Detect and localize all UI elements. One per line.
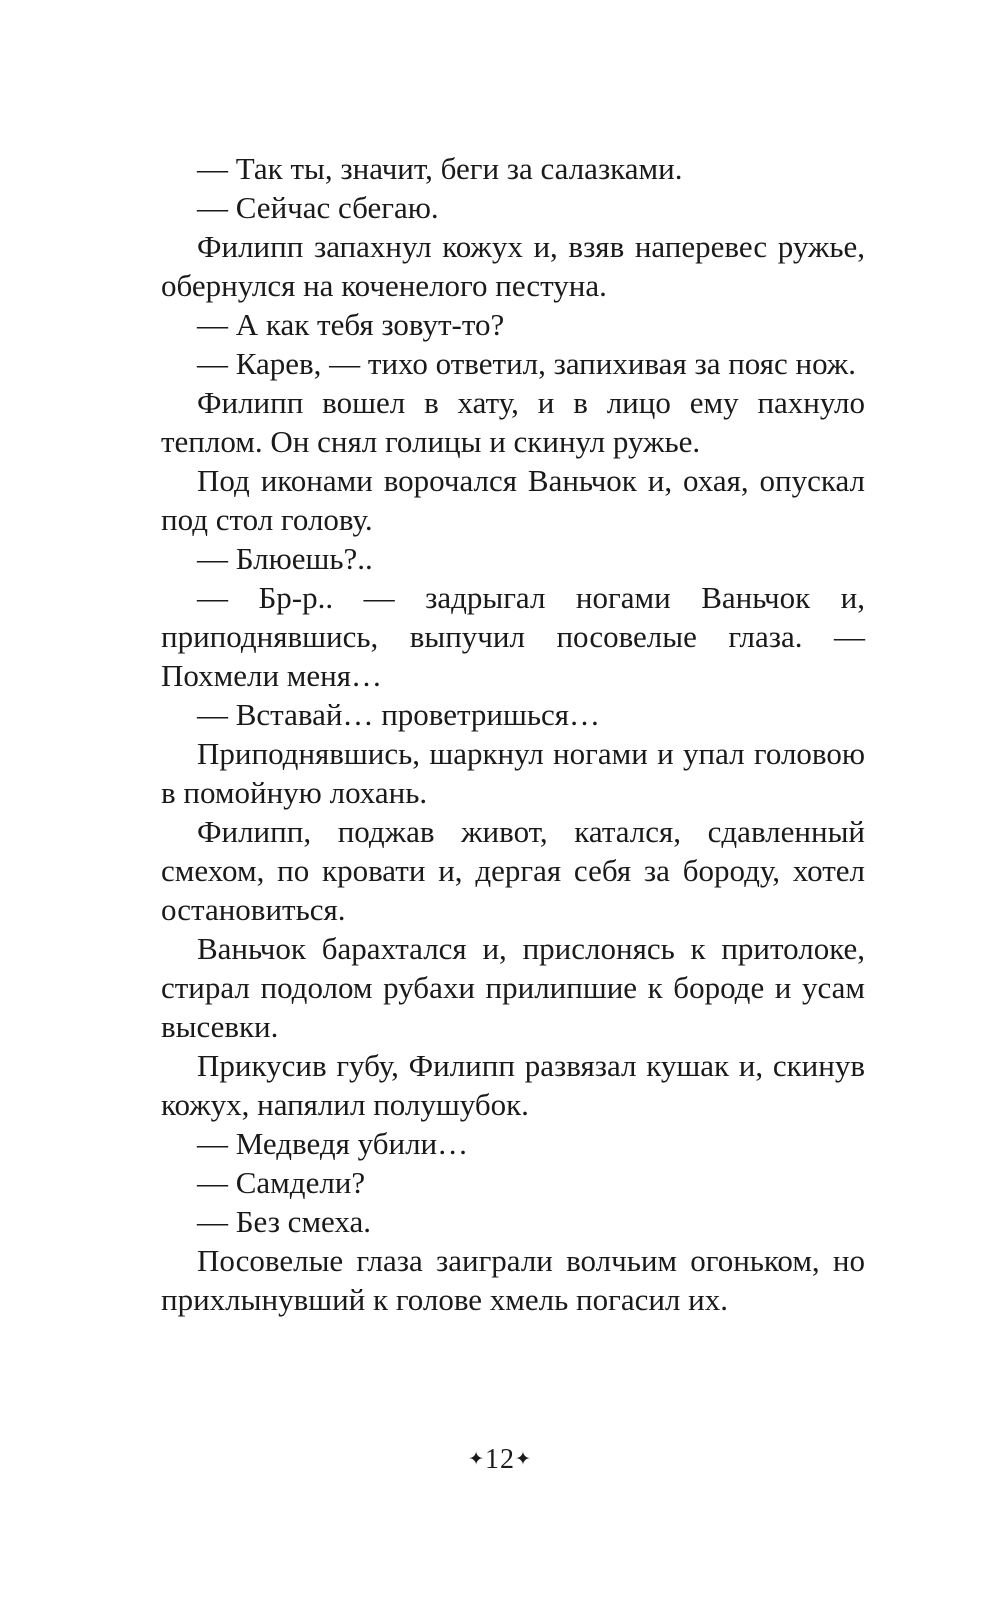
paragraph: — Самдели? [197,1165,366,1200]
paragraph: — Вставай… проветришься… [197,697,601,732]
paragraph: Посовелые глаза заиграли волчьим огоньком, но прихлынувший к голове хмель погасил их. [161,1243,865,1317]
paragraph: — Бр-р.. — задрыгал ногами Ваньчок и, приподнявшись, выпучил посовелые глаза. — Похмели меня… [161,580,865,693]
paragraph: Приподнявшись, шаркнул ногами и упал головою в помойную лохань. [161,736,865,810]
page-number: 12 [485,1444,515,1475]
paragraph: — Сейчас сбегаю. [197,190,439,225]
paragraph: — Медведя убили… [197,1126,469,1161]
ornament-left-icon: ✦ [468,1449,485,1470]
paragraph: Филипп, поджав живот, катался, сдавленный смехом, по кровати и, дергая себя за бороду, хотел остановиться. [161,814,865,927]
paragraph: — Без смеха. [197,1204,372,1239]
paragraph: Ваньчок барахтался и, прислонясь к притолоке, стирал подолом рубахи прилипшие к бороде и усам высевки. [161,931,865,1044]
paragraph: Филипп вошел в хату, и в лицо ему пахнуло теплом. Он снял голицы и скинул ружье. [161,385,865,459]
page-body [161,149,865,1319]
paragraph: — Карев, — тихо ответил, запихивая за пояс нож. [197,346,856,381]
paragraph: Прикусив губу, Филипп развязал кушак и, скинув кожух, напялил полушубок. [161,1048,865,1122]
paragraph: — А как тебя зовут-то? [197,307,505,342]
paragraph: — Блюешь?.. [197,541,373,576]
page-number-footer [0,1444,1000,1476]
paragraph: Под иконами ворочался Ваньчок и, охая, опускал под стол голову. [161,463,865,537]
paragraph: — Так ты, значит, беги за салазками. [197,151,683,186]
paragraph: Филипп запахнул кожух и, взяв наперевес ружье, обернулся на коченелого пестуна. [161,229,865,303]
ornament-right-icon: ✦ [515,1449,532,1470]
